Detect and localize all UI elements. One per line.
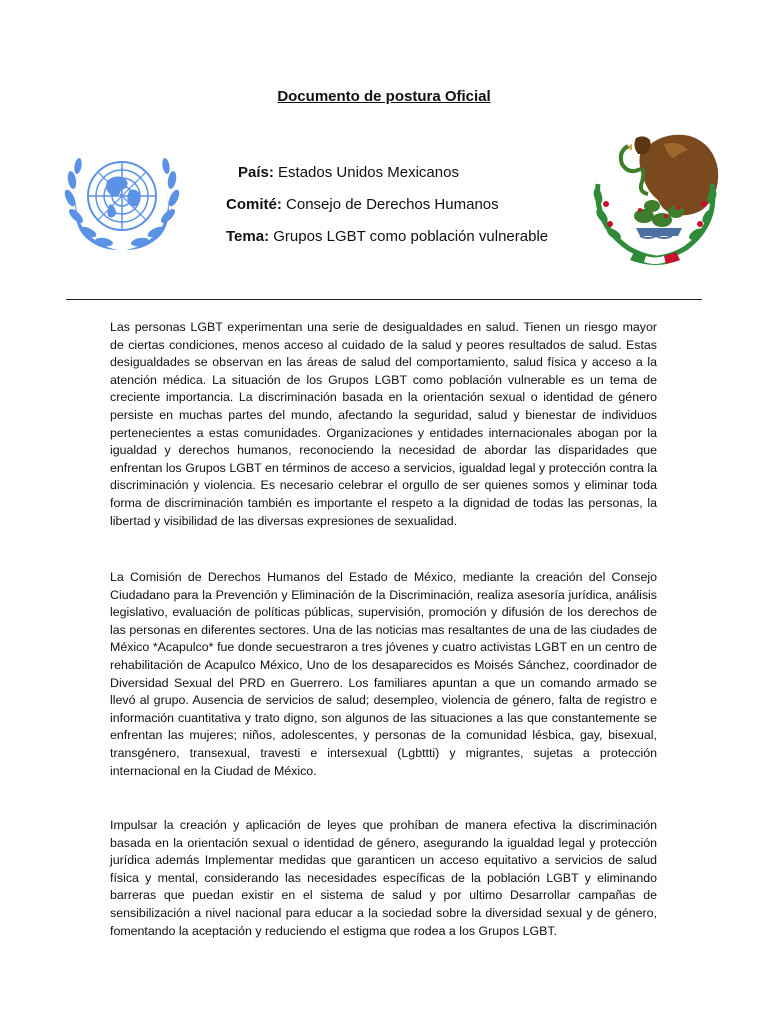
paragraph-intro: Las personas LGBT experimentan una serie de desigualdades en salud. Tienen un riesgo mayor de ciertas condiciones, menos acceso al cuidado de la salud y peores resultados de salud. Estas desigualdades se observan en las áreas de salud del comportamiento, salud física y acceso a la atención médica. La situación de los Grupos LGBT como población vulnerable es un tema de creciente importancia. La discriminación basada en la orientación sexual o identidad de género persiste en muchas partes del mundo, afectando la seguridad, salud y bienestar de individuos pertenecientes a estas comunidades. Organizaciones y entidades internacionales abogan por la igualdad y derechos humanos, reconociendo la necesidad de abordar las disparidades que enfrentan los Grupos LGBT en términos de acceso a servicios, igualdad legal y protección contra la discriminación y violencia. Es necesario celebrar el orgullo de ser quienes somos y eliminar toda forma de discriminación también es importante el respeto a la dignidad de todas las personas, la libertad y visibilidad de las diversas expresiones de sexualidad. xyxy=(110,320,657,528)
committee-label: Comité: xyxy=(226,196,282,213)
header-divider xyxy=(66,299,702,300)
paragraph-context: La Comisión de Derechos Humanos del Estado de México, mediante la creación del Consejo Ciudadano para la Prevención y Eliminación de la Discriminación, realiza asesoría jurídica, análisis legislativo, evaluación de políticas públicas, supervisión, promoción y difusión de los derechos de las personas en diferentes sectores. Una de las noticias mas resaltantes de una de las ciudades de México *Acapulco* fue donde secuestraron a tres jóvenes y cuatro activistas LGBT en un centro de rehabilitación de Acapulco México, Uno de los desaparecidos es Moisés Sánchez, coordinador de Diversidad Sexual del PRD en Guerrero. Los familiares apuntan a que un comando armado se llevó al grupo. Ausencia de servicios de salud; desempleo, violencia de género, falta de registro e información cuantitativa y trato digno, son algunos de las situaciones a las que constantemente se enfrentan las mujeres; niños, adolescentes, y personas de la comunidad lésbica, gay, bisexual, transgénero, transexual, travesti e intersexual (Lgbttti) y migrantes, sujetas a protección internacional en la Ciudad de México. xyxy=(110,570,657,778)
committee-value: Consejo de Derechos Humanos xyxy=(286,196,499,213)
document-title: Documento de postura Oficial xyxy=(277,88,491,105)
topic-value: Grupos LGBT como población vulnerable xyxy=(273,228,549,245)
country-label: País: xyxy=(238,164,274,181)
country-line xyxy=(238,164,459,181)
committee-line xyxy=(226,196,499,213)
topic-label: Tema: xyxy=(226,228,270,245)
mexico-coat-of-arms-icon xyxy=(580,124,730,270)
un-emblem-icon xyxy=(48,140,196,260)
paragraph-proposals: Impulsar la creación y aplicación de leyes que prohíban de manera efectiva la discriminación basada en la orientación sexual o identidad de género, asegurando la igualdad legal y protección jurídica además Implementar medidas que garanticen un acceso equitativo a servicios de salud física y mental, considerando las necesidades específicas de la población LGBT y eliminando barreras que puedan existir en el sistema de salud y por ultimo Desarrollar campañas de sensibilización a nivel nacional para educar a la sociedad sobre la diversidad sexual y de género, fomentando la aceptación y reduciendo el estigma que rodea a los Grupos LGBT. xyxy=(110,818,657,938)
country-value: Estados Unidos Mexicanos xyxy=(278,164,459,181)
topic-line xyxy=(226,228,548,245)
